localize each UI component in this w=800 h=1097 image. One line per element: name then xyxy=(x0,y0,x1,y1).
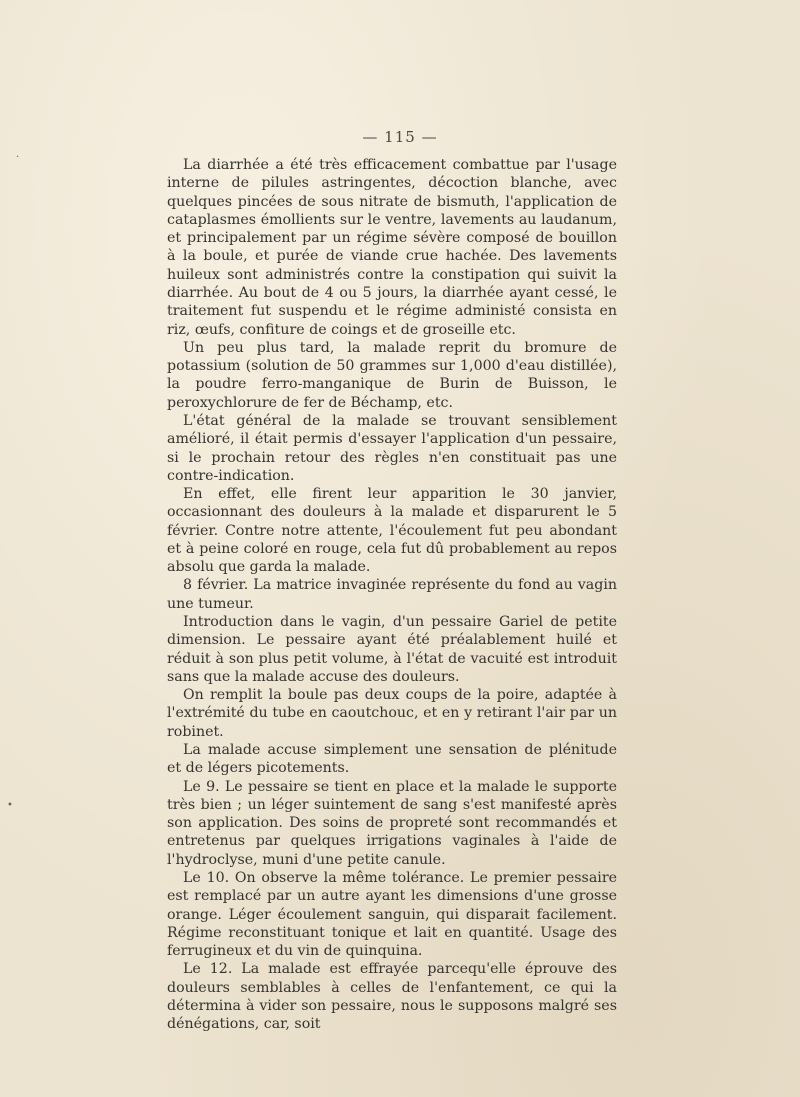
margin-speck: • xyxy=(7,800,13,811)
paragraph: On remplit la boule pas deux coups de la poire, adaptée à l'extrémité du tube en caoutchouc, et en y retirant l'air par un robinet. xyxy=(167,687,617,740)
paragraph: Un peu plus tard, la malade reprit du bromure de potassium (solution de 50 grammes sur 1,000 d'eau distillée), la poudre ferro-manganique de Burin de Buisson, le peroxychlorure de fer de Béchamp, etc. xyxy=(167,339,617,411)
margin-speck: · xyxy=(16,152,20,163)
paragraph: La malade accuse simplement une sensation de plénitude et de légers picotements. xyxy=(167,742,617,777)
page-number: — 115 — xyxy=(362,128,438,146)
paragraph: Introduction dans le vagin, d'un pessaire Gariel de petite dimension. Le pessaire ayant été préalablement huilé et réduit à son plus petit volume, à l'état de vacuité est introduit sans que la malade accuse des douleurs. xyxy=(167,614,617,685)
paragraph: 8 février. La matrice invaginée représente du fond au vagin une tumeur. xyxy=(167,577,617,612)
paragraph: La diarrhée a été très efficacement combattue par l'usage interne de pilules astringentes, décoction blanche, avec quelques pincées de sous nitrate de bismuth, l'application de cataplasmes émollients sur le ventre, lavements au laudanum, et principalement par un régime sévère composé de bouillon à la boule, et purée de viande crue hachée. Des lavements huileux sont administrés contre la constipation qui suivit la diarrhée. Au bout de 4 ou 5 jours, la diarrhée ayant cessé, le traitement fut suspendu et le régime administé consista en riz, œufs, confiture de coings et de groseille etc. xyxy=(167,157,617,338)
body-text xyxy=(167,156,617,1034)
paragraph: Le 10. On observe la même tolérance. Le premier pessaire est remplacé par un autre ayant les dimensions d'une grosse orange. Léger écoulement sanguin, qui disparait facilement. Régime reconstituant tonique et lait en quantité. Usage des ferrugineux et du vin de quinquina. xyxy=(167,869,617,960)
paragraph: En effet, elle firent leur apparition le 30 janvier, occasionnant des douleurs à la malade et disparurent le 5 février. Contre notre attente, l'écoulement fut peu abondant et à peine coloré en rouge, cela fut dû probablement au repos absolu que garda la malade. xyxy=(167,486,617,576)
paragraph: Le 9. Le pessaire se tient en place et la malade le supporte très bien ; un léger suintement de sang s'est manifesté après son application. Des soins de propreté sont recommandés et entretenus par quelques irrigations vaginales à l'aide de l'hydroclyse, muni d'une petite canule. xyxy=(167,778,617,868)
paragraph: Le 12. La malade est effrayée parcequ'elle éprouve des douleurs semblables à celles de l'enfantement, ce qui la détermina à vider son pessaire, nous le supposons malgré ses dénégations, car, soit xyxy=(167,961,617,1033)
paragraph: L'état général de la malade se trouvant sensiblement amélioré, il était permis d'essayer l'application d'un pessaire, si le prochain retour des règles n'en constituait pas une contre-indication. xyxy=(167,412,617,484)
